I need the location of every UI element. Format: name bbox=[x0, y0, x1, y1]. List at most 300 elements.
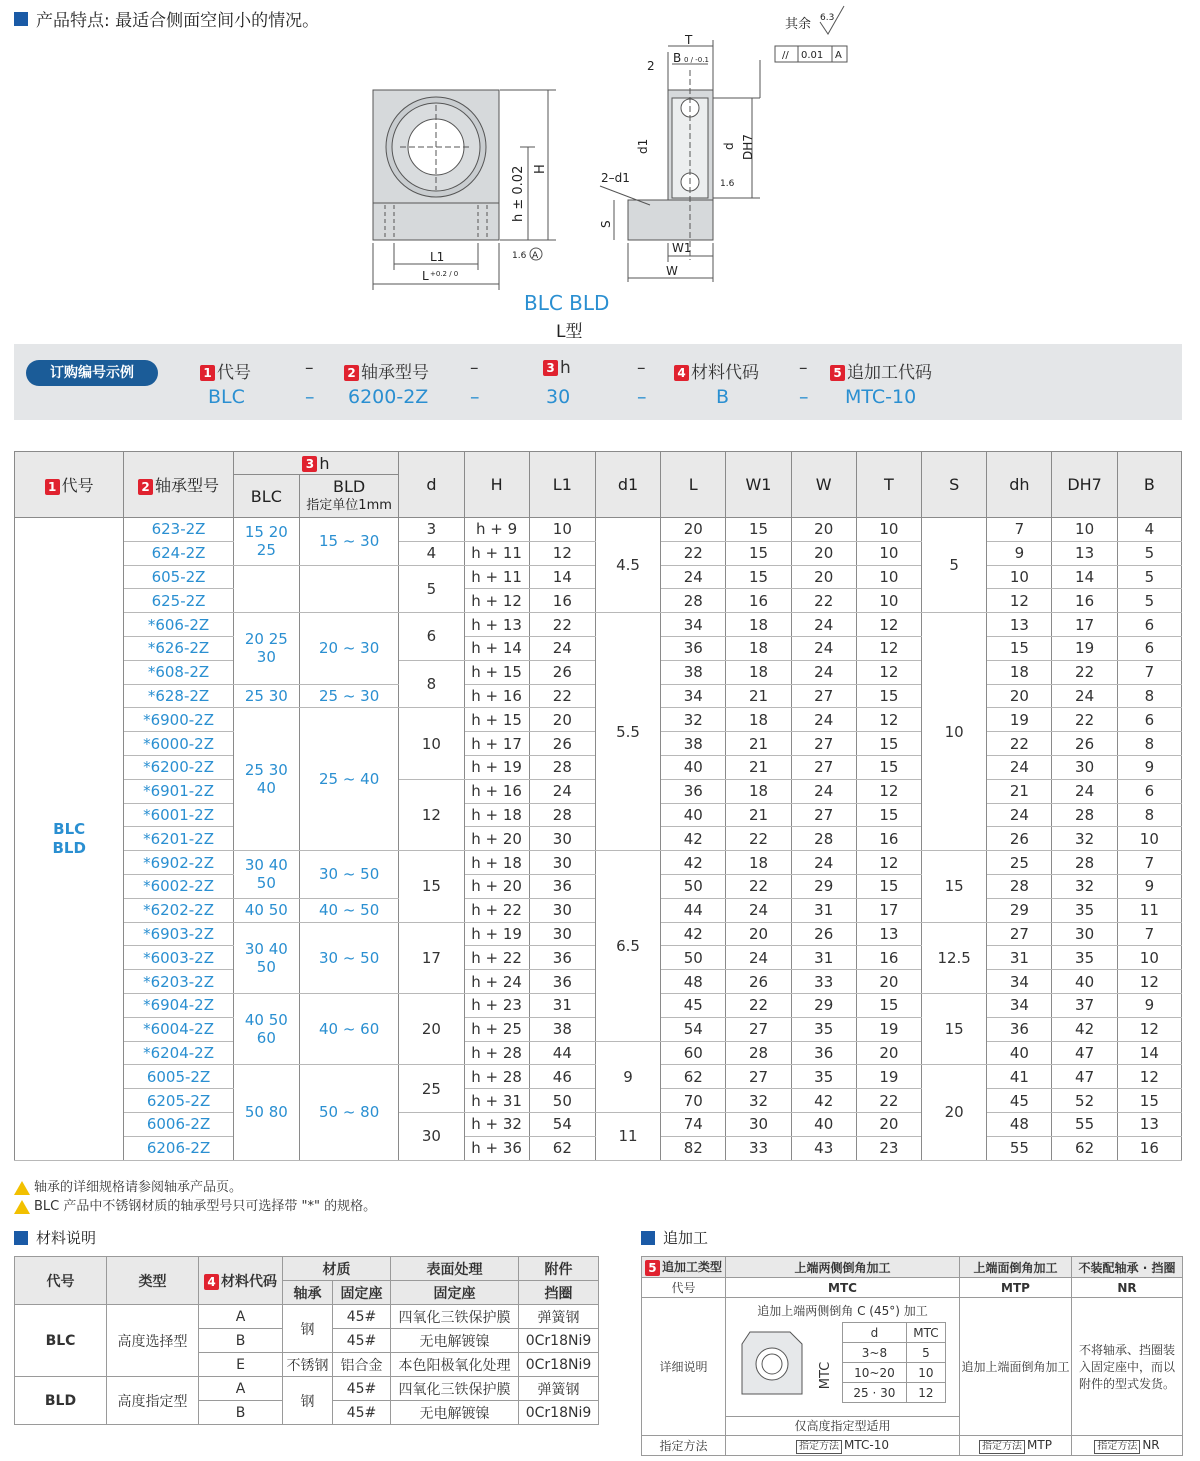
W-value: 20 bbox=[791, 541, 856, 565]
h-bld: 30 ~ 50 bbox=[299, 851, 398, 899]
header-d: d bbox=[399, 452, 464, 518]
H-value: h + 18 bbox=[464, 803, 529, 827]
d-value: 12 bbox=[399, 779, 464, 850]
bearing-model: 623-2Z bbox=[124, 518, 233, 542]
DH7-value: 16 bbox=[1052, 589, 1117, 613]
L1-value: 12 bbox=[529, 541, 595, 565]
B-value: 16 bbox=[1117, 1136, 1181, 1160]
H-value: h + 12 bbox=[464, 589, 529, 613]
H-value: h + 9 bbox=[464, 518, 529, 542]
DH7-value: 13 bbox=[1052, 541, 1117, 565]
d-value: 5 bbox=[399, 565, 464, 613]
h-blc: 40 50 bbox=[233, 898, 299, 922]
dh-value: 20 bbox=[987, 684, 1052, 708]
dim-h: h ± 0.02 bbox=[511, 165, 526, 222]
mat-code-bld: BLD bbox=[15, 1377, 107, 1425]
L1-value: 28 bbox=[529, 803, 595, 827]
mat-acc: 0Cr18Ni9 bbox=[519, 1353, 599, 1377]
L-value: 22 bbox=[661, 541, 726, 565]
W-value: 27 bbox=[791, 755, 856, 779]
d-value: 15 bbox=[399, 851, 464, 922]
order-label-code: 1 代号 bbox=[200, 358, 251, 383]
header-dh: dh bbox=[987, 452, 1052, 518]
W-value: 26 bbox=[791, 922, 856, 946]
W-value: 24 bbox=[791, 779, 856, 803]
technical-drawing bbox=[360, 0, 860, 300]
mat-seat: 45# bbox=[333, 1401, 391, 1425]
order-dash: – bbox=[799, 386, 809, 408]
B-value: 12 bbox=[1117, 1017, 1181, 1041]
H-value: h + 15 bbox=[464, 660, 529, 684]
L-value: 34 bbox=[661, 684, 726, 708]
B-value: 8 bbox=[1117, 803, 1181, 827]
H-value: h + 23 bbox=[464, 993, 529, 1017]
d1-value: 4.5 bbox=[595, 518, 660, 613]
mat-surface: 四氧化三铁保护膜 bbox=[391, 1305, 519, 1329]
W-value: 24 bbox=[791, 613, 856, 637]
dh-value: 13 bbox=[987, 613, 1052, 637]
T-value: 10 bbox=[856, 589, 921, 613]
L-value: 70 bbox=[661, 1089, 726, 1113]
L1-value: 30 bbox=[529, 922, 595, 946]
mat-acc: 弹簧钢 bbox=[519, 1305, 599, 1329]
dim-L1: L1 bbox=[430, 250, 445, 264]
dh-value: 19 bbox=[987, 708, 1052, 732]
parallel-tol: 0.01 bbox=[801, 50, 824, 61]
S-value: 10 bbox=[922, 613, 987, 851]
add-detail2: 追加上端面倒角加工 bbox=[960, 1298, 1072, 1436]
d1-value: 9 bbox=[595, 1041, 660, 1112]
h-blc bbox=[233, 565, 299, 613]
note-item: BLC 产品中不锈钢材质的轴承型号只可选择带 "*" 的规格。 bbox=[14, 1197, 376, 1216]
header-B: B bbox=[1117, 452, 1181, 518]
B-value: 6 bbox=[1117, 779, 1181, 803]
L-value: 42 bbox=[661, 827, 726, 851]
bearing-model: *6000-2Z bbox=[124, 732, 233, 756]
L1-value: 36 bbox=[529, 970, 595, 994]
bearing-model: 6006-2Z bbox=[124, 1112, 233, 1136]
W1-value: 18 bbox=[726, 851, 791, 875]
mat-header-surface: 表面处理 bbox=[391, 1257, 519, 1281]
order-value-bearing: 6200-2Z bbox=[348, 386, 429, 408]
bearing-model: *6903-2Z bbox=[124, 922, 233, 946]
bearing-model: 6005-2Z bbox=[124, 1065, 233, 1089]
H-value: h + 28 bbox=[464, 1041, 529, 1065]
mat-header-retainer: 挡圈 bbox=[519, 1281, 599, 1305]
W1-value: 27 bbox=[726, 1017, 791, 1041]
W1-value: 32 bbox=[726, 1089, 791, 1113]
h-bld: 15 ~ 30 bbox=[299, 518, 398, 566]
B-value: 4 bbox=[1117, 518, 1181, 542]
order-value-code: BLC bbox=[208, 386, 245, 408]
d-value: 8 bbox=[399, 660, 464, 708]
mat-seat: 45# bbox=[333, 1305, 391, 1329]
S-value: 5 bbox=[922, 518, 987, 613]
W1-value: 15 bbox=[726, 541, 791, 565]
W-value: 20 bbox=[791, 565, 856, 589]
H-value: h + 31 bbox=[464, 1089, 529, 1113]
L1-value: 46 bbox=[529, 1065, 595, 1089]
header-L: L bbox=[661, 452, 726, 518]
W1-value: 27 bbox=[726, 1065, 791, 1089]
h-bld: 25 ~ 30 bbox=[299, 684, 398, 708]
add-detail3: 不将轴承、挡圈装入固定座中，而以附件的型式发货。 bbox=[1072, 1298, 1183, 1436]
W-value: 31 bbox=[791, 898, 856, 922]
L1-value: 26 bbox=[529, 660, 595, 684]
L-value: 34 bbox=[661, 613, 726, 637]
W-value: 27 bbox=[791, 732, 856, 756]
bearing-model: 624-2Z bbox=[124, 541, 233, 565]
L-value: 50 bbox=[661, 946, 726, 970]
B-value: 9 bbox=[1117, 874, 1181, 898]
mat-bearing: 钢 bbox=[283, 1305, 333, 1353]
order-dash: – bbox=[637, 358, 646, 378]
T-value: 16 bbox=[856, 946, 921, 970]
S-value: 20 bbox=[922, 1065, 987, 1160]
dim-H: H bbox=[533, 164, 548, 174]
L1-value: 36 bbox=[529, 946, 595, 970]
dh-value: 48 bbox=[987, 1112, 1052, 1136]
DH7-value: 14 bbox=[1052, 565, 1117, 589]
d-value: 17 bbox=[399, 922, 464, 993]
W-value: 27 bbox=[791, 684, 856, 708]
mat-acc: 0Cr18Ni9 bbox=[519, 1329, 599, 1353]
order-dash: – bbox=[470, 358, 479, 378]
dim-W: W bbox=[666, 264, 678, 278]
bearing-model: *6902-2Z bbox=[124, 851, 233, 875]
W1-value: 18 bbox=[726, 779, 791, 803]
mat-bearing: 钢 bbox=[283, 1377, 333, 1425]
order-value-h: 30 bbox=[546, 386, 571, 408]
mat-type-blc: 高度选择型 bbox=[107, 1305, 199, 1377]
add-spec-label: 指定方法 bbox=[642, 1436, 726, 1456]
material-table bbox=[14, 1256, 599, 1425]
B-value: 5 bbox=[1117, 589, 1181, 613]
T-value: 12 bbox=[856, 851, 921, 875]
add-code3: NR bbox=[1072, 1278, 1183, 1298]
W1-value: 18 bbox=[726, 660, 791, 684]
W1-value: 20 bbox=[726, 922, 791, 946]
T-value: 17 bbox=[856, 898, 921, 922]
B-value: 6 bbox=[1117, 708, 1181, 732]
bearing-model: 605-2Z bbox=[124, 565, 233, 589]
dh-value: 55 bbox=[987, 1136, 1052, 1160]
H-value: h + 11 bbox=[464, 565, 529, 589]
dh-value: 40 bbox=[987, 1041, 1052, 1065]
L1-value: 22 bbox=[529, 613, 595, 637]
mat-type-bld: 高度指定型 bbox=[107, 1377, 199, 1425]
L-value: 36 bbox=[661, 636, 726, 660]
T-value: 13 bbox=[856, 922, 921, 946]
L-value: 28 bbox=[661, 589, 726, 613]
L-value: 54 bbox=[661, 1017, 726, 1041]
h-blc: 30 40 50 bbox=[233, 851, 299, 899]
model-type: L型 bbox=[556, 322, 583, 342]
T-value: 12 bbox=[856, 636, 921, 660]
mat-code: A bbox=[199, 1377, 283, 1401]
table-row bbox=[15, 851, 1182, 875]
T-value: 12 bbox=[856, 660, 921, 684]
DH7-value: 30 bbox=[1052, 922, 1117, 946]
bearing-model: *6001-2Z bbox=[124, 803, 233, 827]
mini-cell: 3~8 bbox=[843, 1343, 907, 1363]
DH7-value: 37 bbox=[1052, 993, 1117, 1017]
W1-value: 33 bbox=[726, 1136, 791, 1160]
W1-value: 22 bbox=[726, 827, 791, 851]
header-bearing: 2 轴承型号 bbox=[124, 452, 233, 518]
W-value: 24 bbox=[791, 636, 856, 660]
mat-header-seat: 固定座 bbox=[333, 1281, 391, 1305]
W1-value: 26 bbox=[726, 970, 791, 994]
DH7-value: 47 bbox=[1052, 1065, 1117, 1089]
T-value: 10 bbox=[856, 565, 921, 589]
h-blc: 40 50 60 bbox=[233, 993, 299, 1064]
mat-bearing: 不锈钢 bbox=[283, 1353, 333, 1377]
addwork-heading: 追加工 bbox=[641, 1227, 708, 1248]
W-value: 24 bbox=[791, 708, 856, 732]
d-value: 20 bbox=[399, 993, 464, 1064]
B-value: 12 bbox=[1117, 1065, 1181, 1089]
feature-text: 产品特点: 最适合侧面空间小的情况。 bbox=[36, 11, 320, 31]
DH7-value: 30 bbox=[1052, 755, 1117, 779]
DH7-value: 47 bbox=[1052, 1041, 1117, 1065]
L1-value: 24 bbox=[529, 636, 595, 660]
mini-cell: 12 bbox=[906, 1383, 945, 1403]
T-value: 12 bbox=[856, 779, 921, 803]
feature-heading bbox=[14, 6, 319, 31]
header-H: H bbox=[464, 452, 529, 518]
DH7-value: 55 bbox=[1052, 1112, 1117, 1136]
dim-B-tol: 0 / -0.1 bbox=[684, 56, 709, 64]
mtc-label: MTC bbox=[818, 1361, 834, 1390]
d-value: 4 bbox=[399, 541, 464, 565]
header-h: 3 h bbox=[233, 452, 399, 475]
order-title: 订购编号示例 bbox=[26, 360, 158, 386]
B-value: 15 bbox=[1117, 1089, 1181, 1113]
DH7-value: 26 bbox=[1052, 732, 1117, 756]
order-dash: – bbox=[305, 386, 315, 408]
B-value: 7 bbox=[1117, 922, 1181, 946]
B-value: 14 bbox=[1117, 1041, 1181, 1065]
L-value: 82 bbox=[661, 1136, 726, 1160]
T-value: 15 bbox=[856, 874, 921, 898]
h-bld: 50 ~ 80 bbox=[299, 1065, 398, 1160]
T-value: 12 bbox=[856, 708, 921, 732]
add-code1: MTC bbox=[726, 1278, 960, 1298]
h-blc: 25 30 bbox=[233, 684, 299, 708]
mat-acc: 弹簧钢 bbox=[519, 1377, 599, 1401]
dh-value: 18 bbox=[987, 660, 1052, 684]
H-value: h + 36 bbox=[464, 1136, 529, 1160]
mat-code: B bbox=[199, 1329, 283, 1353]
L-value: 32 bbox=[661, 708, 726, 732]
order-label-bearing: 2 轴承型号 bbox=[344, 358, 429, 383]
W1-value: 18 bbox=[726, 613, 791, 637]
material-heading: 材料说明 bbox=[14, 1227, 96, 1248]
H-value: h + 19 bbox=[464, 755, 529, 779]
mat-header-matcode: 4 材料代码 bbox=[199, 1257, 283, 1305]
DH7-value: 28 bbox=[1052, 803, 1117, 827]
warning-icon bbox=[14, 1181, 30, 1195]
header-bld: BLD 指定单位1mm bbox=[299, 475, 398, 518]
mat-header-bearing: 轴承 bbox=[283, 1281, 333, 1305]
dim-d: d bbox=[722, 142, 736, 150]
H-value: h + 18 bbox=[464, 851, 529, 875]
dim-L-tol: +0.2 / 0 bbox=[430, 270, 459, 278]
DH7-value: 62 bbox=[1052, 1136, 1117, 1160]
S-value: 15 bbox=[922, 993, 987, 1064]
T-value: 15 bbox=[856, 732, 921, 756]
L-value: 48 bbox=[661, 970, 726, 994]
dh-value: 27 bbox=[987, 922, 1052, 946]
W-value: 35 bbox=[791, 1017, 856, 1041]
T-value: 22 bbox=[856, 1089, 921, 1113]
add-code-label: 代号 bbox=[642, 1278, 726, 1298]
d-value: 3 bbox=[399, 518, 464, 542]
L1-value: 28 bbox=[529, 755, 595, 779]
order-label-material: 4 材料代码 bbox=[674, 358, 759, 383]
bearing-model: *6002-2Z bbox=[124, 874, 233, 898]
L1-value: 14 bbox=[529, 565, 595, 589]
dh-value: 22 bbox=[987, 732, 1052, 756]
add-header-col3: 不装配轴承 · 挡圈 bbox=[1072, 1257, 1183, 1278]
T-value: 15 bbox=[856, 803, 921, 827]
order-dash: – bbox=[637, 386, 647, 408]
L-value: 20 bbox=[661, 518, 726, 542]
order-label-addwork: 5 追加工代码 bbox=[830, 358, 932, 383]
bearing-model: *6204-2Z bbox=[124, 1041, 233, 1065]
B-value: 13 bbox=[1117, 1112, 1181, 1136]
mini-cell: 25 · 30 bbox=[843, 1383, 907, 1403]
add-detail1 bbox=[726, 1298, 960, 1436]
L1-value: 44 bbox=[529, 1041, 595, 1065]
datum-a: A bbox=[532, 251, 539, 261]
H-value: h + 14 bbox=[464, 636, 529, 660]
DH7-value: 24 bbox=[1052, 684, 1117, 708]
mat-surface: 无电解镀镍 bbox=[391, 1329, 519, 1353]
h-blc: 50 80 bbox=[233, 1065, 299, 1160]
header-blc: BLC bbox=[233, 475, 299, 518]
L-value: 36 bbox=[661, 779, 726, 803]
dh-value: 41 bbox=[987, 1065, 1052, 1089]
bearing-model: *6901-2Z bbox=[124, 779, 233, 803]
T-value: 15 bbox=[856, 755, 921, 779]
order-dash: – bbox=[305, 358, 314, 378]
H-value: h + 28 bbox=[464, 1065, 529, 1089]
dh-value: 34 bbox=[987, 993, 1052, 1017]
header-d1: d1 bbox=[595, 452, 660, 518]
addwork-table bbox=[641, 1256, 1183, 1456]
W-value: 43 bbox=[791, 1136, 856, 1160]
DH7-value: 32 bbox=[1052, 874, 1117, 898]
W-value: 33 bbox=[791, 970, 856, 994]
dh-value: 24 bbox=[987, 803, 1052, 827]
table-row bbox=[15, 1112, 1182, 1136]
H-value: h + 22 bbox=[464, 946, 529, 970]
d1-value: 11 bbox=[595, 1112, 660, 1160]
T-value: 10 bbox=[856, 518, 921, 542]
mat-code: B bbox=[199, 1401, 283, 1425]
W-value: 29 bbox=[791, 993, 856, 1017]
add-header-col1: 上端两侧倒角加工 bbox=[726, 1257, 960, 1278]
code-cell bbox=[15, 518, 124, 1161]
bearing-model: *6201-2Z bbox=[124, 827, 233, 851]
dh-value: 12 bbox=[987, 589, 1052, 613]
B-value: 9 bbox=[1117, 993, 1181, 1017]
DH7-value: 35 bbox=[1052, 946, 1117, 970]
B-value: 11 bbox=[1117, 898, 1181, 922]
W1-value: 15 bbox=[726, 565, 791, 589]
bearing-model: *6900-2Z bbox=[124, 708, 233, 732]
d1-value: 5.5 bbox=[595, 613, 660, 851]
table-row bbox=[15, 1041, 1182, 1065]
add-header-col2: 上端面倒角加工 bbox=[960, 1257, 1072, 1278]
dh-value: 28 bbox=[987, 874, 1052, 898]
mtc-mini-table bbox=[842, 1322, 946, 1403]
dh-value: 10 bbox=[987, 565, 1052, 589]
d-value: 10 bbox=[399, 708, 464, 779]
T-value: 15 bbox=[856, 993, 921, 1017]
dh-value: 31 bbox=[987, 946, 1052, 970]
mat-header-acc: 附件 bbox=[519, 1257, 599, 1281]
S-value: 12.5 bbox=[922, 922, 987, 993]
dim-2: 2 bbox=[647, 59, 655, 73]
L1-value: 30 bbox=[529, 851, 595, 875]
mini-cell: 10 bbox=[906, 1363, 945, 1383]
mat-seat: 铝合金 bbox=[333, 1353, 391, 1377]
dh-value: 24 bbox=[987, 755, 1052, 779]
code-bld: BLD bbox=[52, 838, 86, 857]
B-value: 7 bbox=[1117, 660, 1181, 684]
W1-value: 18 bbox=[726, 708, 791, 732]
d1-value: 6.5 bbox=[595, 851, 660, 1041]
mini-cell: 5 bbox=[906, 1343, 945, 1363]
L1-value: 38 bbox=[529, 1017, 595, 1041]
warning-icon bbox=[14, 1200, 30, 1214]
L-value: 24 bbox=[661, 565, 726, 589]
DH7-value: 22 bbox=[1052, 708, 1117, 732]
W1-value: 18 bbox=[726, 636, 791, 660]
W1-value: 30 bbox=[726, 1112, 791, 1136]
bearing-model: *6904-2Z bbox=[124, 993, 233, 1017]
dh-value: 36 bbox=[987, 1017, 1052, 1041]
order-label-h: 3 h bbox=[543, 358, 571, 378]
heading-square-icon bbox=[14, 12, 28, 26]
dh-value: 34 bbox=[987, 970, 1052, 994]
svg-text://: // bbox=[782, 50, 789, 61]
L-value: 38 bbox=[661, 732, 726, 756]
DH7-value: 32 bbox=[1052, 827, 1117, 851]
h-bld bbox=[299, 565, 398, 613]
dim-L: L bbox=[422, 269, 429, 283]
L-value: 60 bbox=[661, 1041, 726, 1065]
header-T: T bbox=[856, 452, 921, 518]
H-value: h + 22 bbox=[464, 898, 529, 922]
H-value: h + 20 bbox=[464, 874, 529, 898]
mat-surface: 四氧化三铁保护膜 bbox=[391, 1377, 519, 1401]
B-value: 9 bbox=[1117, 755, 1181, 779]
W1-value: 16 bbox=[726, 589, 791, 613]
add-spec1: 指定方法 MTC-10 bbox=[726, 1436, 960, 1456]
S-value: 15 bbox=[922, 851, 987, 922]
T-value: 19 bbox=[856, 1017, 921, 1041]
bearing-model: *626-2Z bbox=[124, 636, 233, 660]
add-detail1-title: 追加上端两侧倒角 C (45°) 加工 bbox=[757, 1304, 928, 1318]
add-detail-label: 详细说明 bbox=[642, 1298, 726, 1436]
mat-header-seat2: 固定座 bbox=[391, 1281, 519, 1305]
h-blc: 30 40 50 bbox=[233, 922, 299, 993]
bearing-model: *606-2Z bbox=[124, 613, 233, 637]
